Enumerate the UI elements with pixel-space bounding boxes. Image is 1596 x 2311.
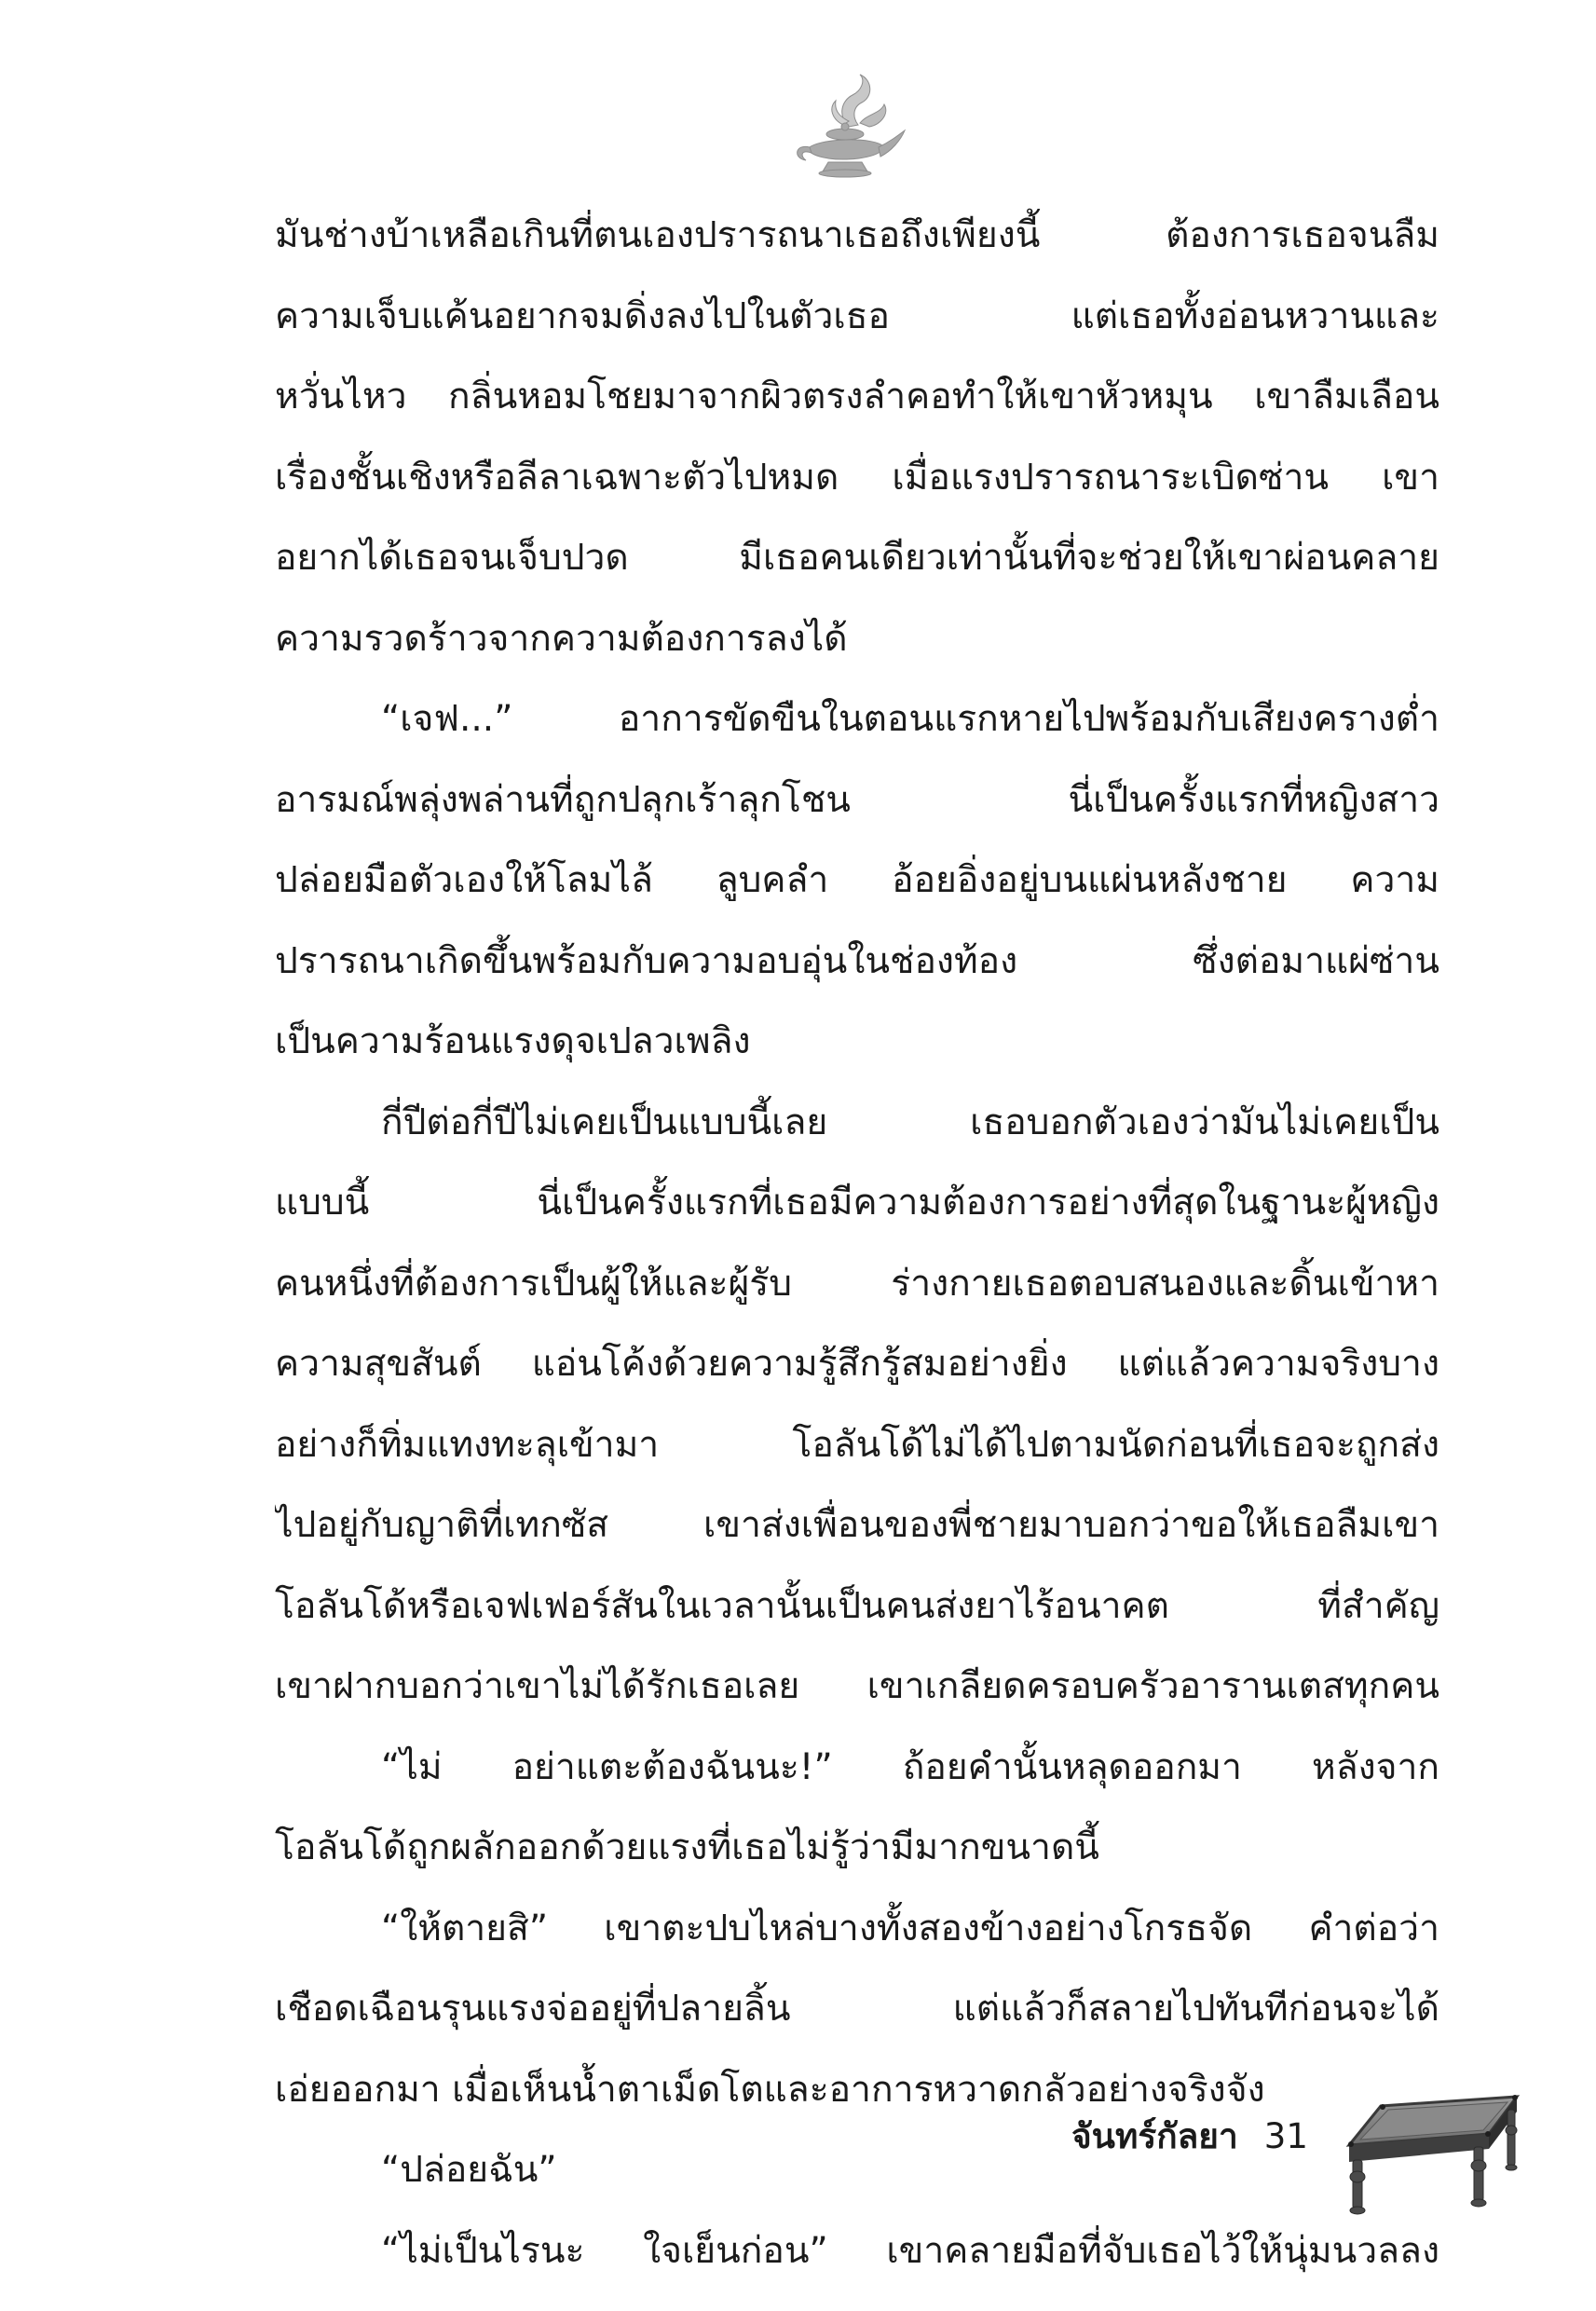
text-line: เขาฝากบอกว่าเขาไม่ได้รักเธอเลย เขาเกลียดครอบครัวอารานเตสทุกคน (275, 1665, 1439, 1707)
text-line: ปล่อยมือตัวเองให้โลมไล้ ลูบคลำ อ้อยอิ่งอยู่บนแผ่นหลังชาย ความ (275, 859, 1439, 901)
text-line: “เจฟ...” อาการขัดขืนในตอนแรกหายไปพร้อมกับเสียงครางต่ำ (381, 698, 1439, 740)
billiard-table-icon (1344, 2080, 1521, 2220)
text-line: กี่ปีต่อกี่ปีไม่เคยเป็นแบบนี้เลย เธอบอกตัวเองว่ามันไม่เคยเป็น (381, 1101, 1439, 1143)
body-text (275, 196, 1439, 2291)
page-footer (1071, 2099, 1308, 2173)
text-line: โอลันโด้หรือเจฟเฟอร์สันในเวลานั้นเป็นคนส่งยาไร้อนาคต ที่สำคัญ (275, 1584, 1439, 1627)
text-line: แบบนี้ นี่เป็นครั้งแรกที่เธอมีความต้องการอย่างที่สุดในฐานะผู้หญิง (275, 1182, 1439, 1224)
page-number: 31 (1263, 2115, 1308, 2156)
text-line: เอ่ยออกมา เมื่อเห็นน้ำตาเม็ดโตและอาการหวาดกลัวอย่างจริงจัง (275, 2068, 1265, 2111)
text-line: เชือดเฉือนรุนแรงจ่ออยู่ที่ปลายลิ้น แต่แล้วก็สลายไปทันทีก่อนจะได้ (275, 1988, 1439, 2030)
text-line: เป็นความร้อนแรงดุจเปลวเพลิง (275, 1020, 751, 1062)
text-line: “ให้ตายสิ” เขาตะปบไหล่บางทั้งสองข้างอย่างโกรธจัด คำต่อว่า (381, 1907, 1439, 1949)
text-line: ความสุขสันต์ แอ่นโค้งด้วยความรู้สึกรู้สมอย่างยิ่ง แต่แล้วความจริงบาง (275, 1343, 1439, 1385)
text-line: โอลันโด้ถูกผลักออกด้วยแรงที่เธอไม่รู้ว่ามีมากขนาดนี้ (275, 1826, 1099, 1868)
text-line: “ไม่เป็นไรนะ ใจเย็นก่อน” เขาคลายมือที่จับเธอไว้ให้นุ่มนวลลง (381, 2229, 1439, 2272)
text-line: ปรารถนาเกิดขึ้นพร้อมกับความอบอุ่นในช่องท้อง ซึ่งต่อมาแผ่ซ่าน (275, 939, 1439, 982)
text-line: เรื่องชั้นเชิงหรือลีลาเฉพาะตัวไปหมด เมื่อแรงปรารถนาระเบิดซ่าน เขา (275, 456, 1439, 499)
text-line: ความรวดร้าวจากความต้องการลงได้ (275, 617, 848, 660)
text-line: มันช่างบ้าเหลือเกินที่ตนเองปรารถนาเธอถึงเพียงนี้ ต้องการเธอจนลืม (275, 214, 1439, 256)
text-line: อย่างก็ทิ่มแทงทะลุเข้ามา โอลันโด้ไม่ได้ไปตามนัดก่อนที่เธอจะถูกส่ง (275, 1423, 1439, 1466)
genie-lamp-icon (787, 73, 908, 185)
text-line: “ปล่อยฉัน” (381, 2149, 557, 2191)
text-line: อารมณ์พลุ่งพล่านที่ถูกปลุกเร้าลุกโชน นี่เป็นครั้งแรกที่หญิงสาว (275, 778, 1439, 821)
text-line: หวั่นไหว กลิ่นหอมโชยมาจากผิวตรงลำคอทำให้เขาหัวหมุน เขาลืมเลือน (275, 376, 1439, 417)
text-line: ไปอยู่กับญาติที่เทกซัส เขาส่งเพื่อนของพี่ชายมาบอกว่าขอให้เธอลืมเขา (275, 1504, 1439, 1546)
text-line: “ไม่ อย่าแตะต้องฉันนะ!” ถ้อยคำนั้นหลุดออกมา หลังจาก (381, 1745, 1439, 1788)
text-line: ความเจ็บแค้นอยากจมดิ่งลงไปในตัวเธอ แต่เธอทั้งอ่อนหวานและ (275, 294, 1439, 337)
text-line: คนหนึ่งที่ต้องการเป็นผู้ให้และผู้รับ ร่างกายเธอตอบสนองและดิ้นเข้าหา (275, 1262, 1439, 1305)
book-title: จันทร์กัลยา (1071, 2115, 1238, 2156)
text-line: อยากได้เธอจนเจ็บปวด มีเธอคนเดียวเท่านั้นที่จะช่วยให้เขาผ่อนคลาย (275, 537, 1439, 579)
